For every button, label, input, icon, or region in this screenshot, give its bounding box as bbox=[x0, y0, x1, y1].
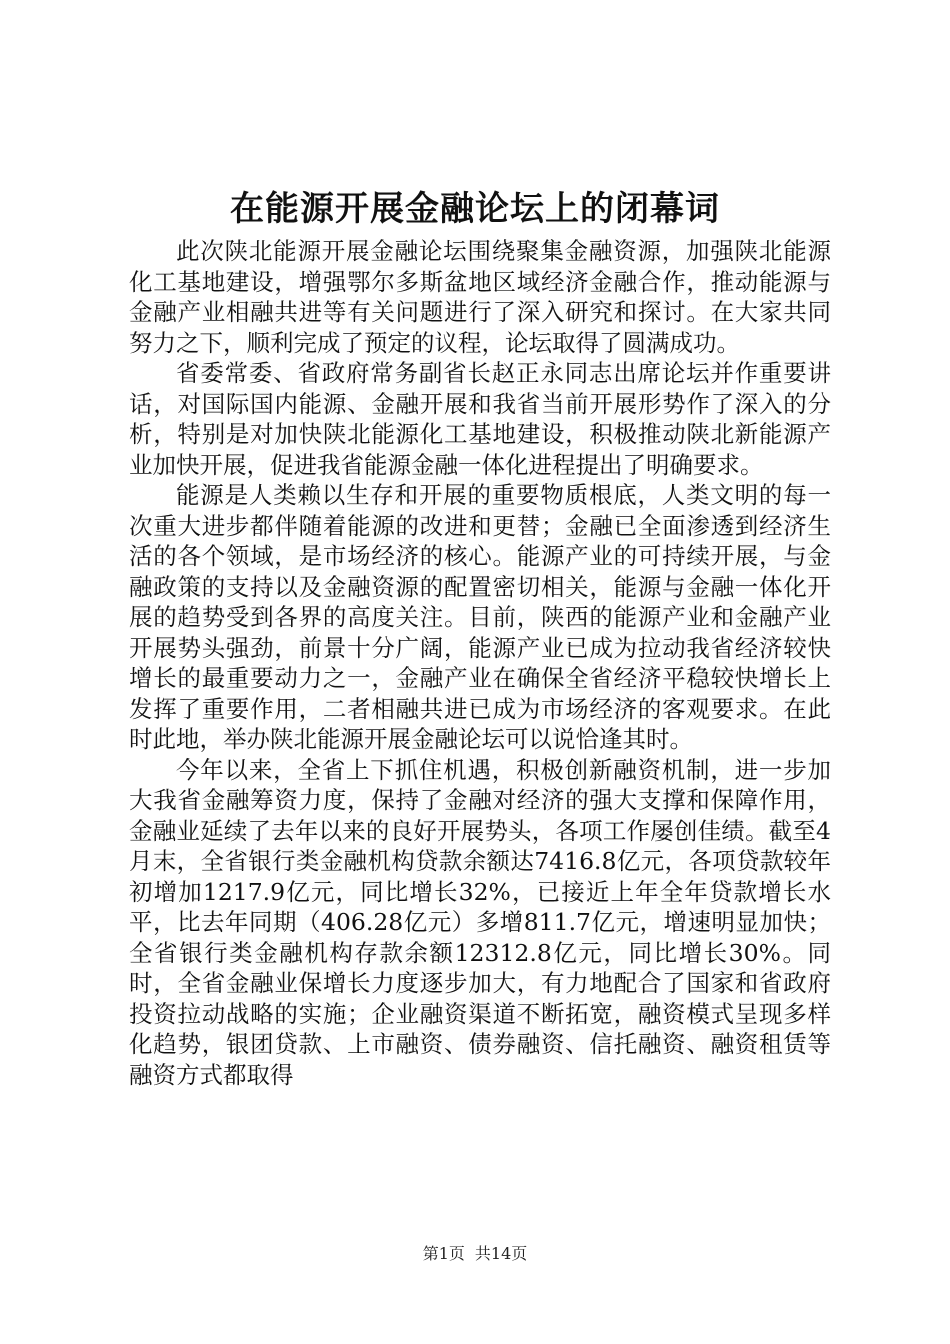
paragraph: 省委常委、省政府常务副省长赵正永同志出席论坛并作重要讲话，对国际国内能源、金融开展和我省当前开展形势作了深入的分析，特别是对加快陕北能源化工基地建设，积极推动陕北新能源产业加快开展，促进我省能源金融一体化进程提出了明确要求。 bbox=[129, 359, 831, 479]
paragraph: 能源是人类赖以生存和开展的重要物质根底，人类文明的每一次重大进步都伴随着能源的改进和更替；金融已全面渗透到经济生活的各个领域，是市场经济的核心。能源产业的可持续开展，与金融政策的支持以及金融资源的配置密切相关，能源与金融一体化开展的趋势受到各界的高度关注。目前，陕西的能源产业和金融产业开展势头强劲，前景十分广阔，能源产业已成为拉动我省经济较快增长的最重要动力之一，金融产业在确保全省经济平稳较快增长上发挥了重要作用，二者相融共进已成为市场经济的客观要求。在此时此地，举办陕北能源开展金融论坛可以说恰逢其时。 bbox=[129, 481, 831, 753]
paragraph: 此次陕北能源开展金融论坛围绕聚集金融资源，加强陕北能源化工基地建设，增强鄂尔多斯盆地区域经济金融合作，推动能源与金融产业相融共进等有关问题进行了深入研究和探讨。在大家共同努力之下，顺利完成了预定的议程，论坛取得了圆满成功。 bbox=[129, 237, 831, 357]
page-number-current: 第1页 bbox=[422, 1244, 465, 1263]
page-footer bbox=[0, 1242, 950, 1266]
document-title: 在能源开展金融论坛上的闭幕词 bbox=[230, 189, 720, 229]
paragraph: 今年以来，全省上下抓住机遇，积极创新融资机制，进一步加大我省金融筹资力度，保持了金融对经济的强大支撑和保障作用，金融业延续了去年以来的良好开展势头，各项工作屡创佳绩。截至4月末，全省银行类金融机构贷款余额达7416.8亿元，各项贷款较年初增加1217.9亿元，同比增长32%，已接近上年全年贷款增长水平，比去年同期（406.28亿元）多增811.7亿元，增速明显加快；全省银行类金融机构存款余额12312.8亿元，同比增长30%。同时，全省金融业保增长力度逐步加大，有力地配合了国家和省政府投资拉动战略的实施；企业融资渠道不断拓宽，融资模式呈现多样化趋势，银团贷款、上市融资、债券融资、信托融资、融资租赁等融资方式都取得 bbox=[129, 755, 831, 1089]
document-body bbox=[129, 236, 831, 1090]
page-number-total: 共14页 bbox=[474, 1244, 528, 1263]
